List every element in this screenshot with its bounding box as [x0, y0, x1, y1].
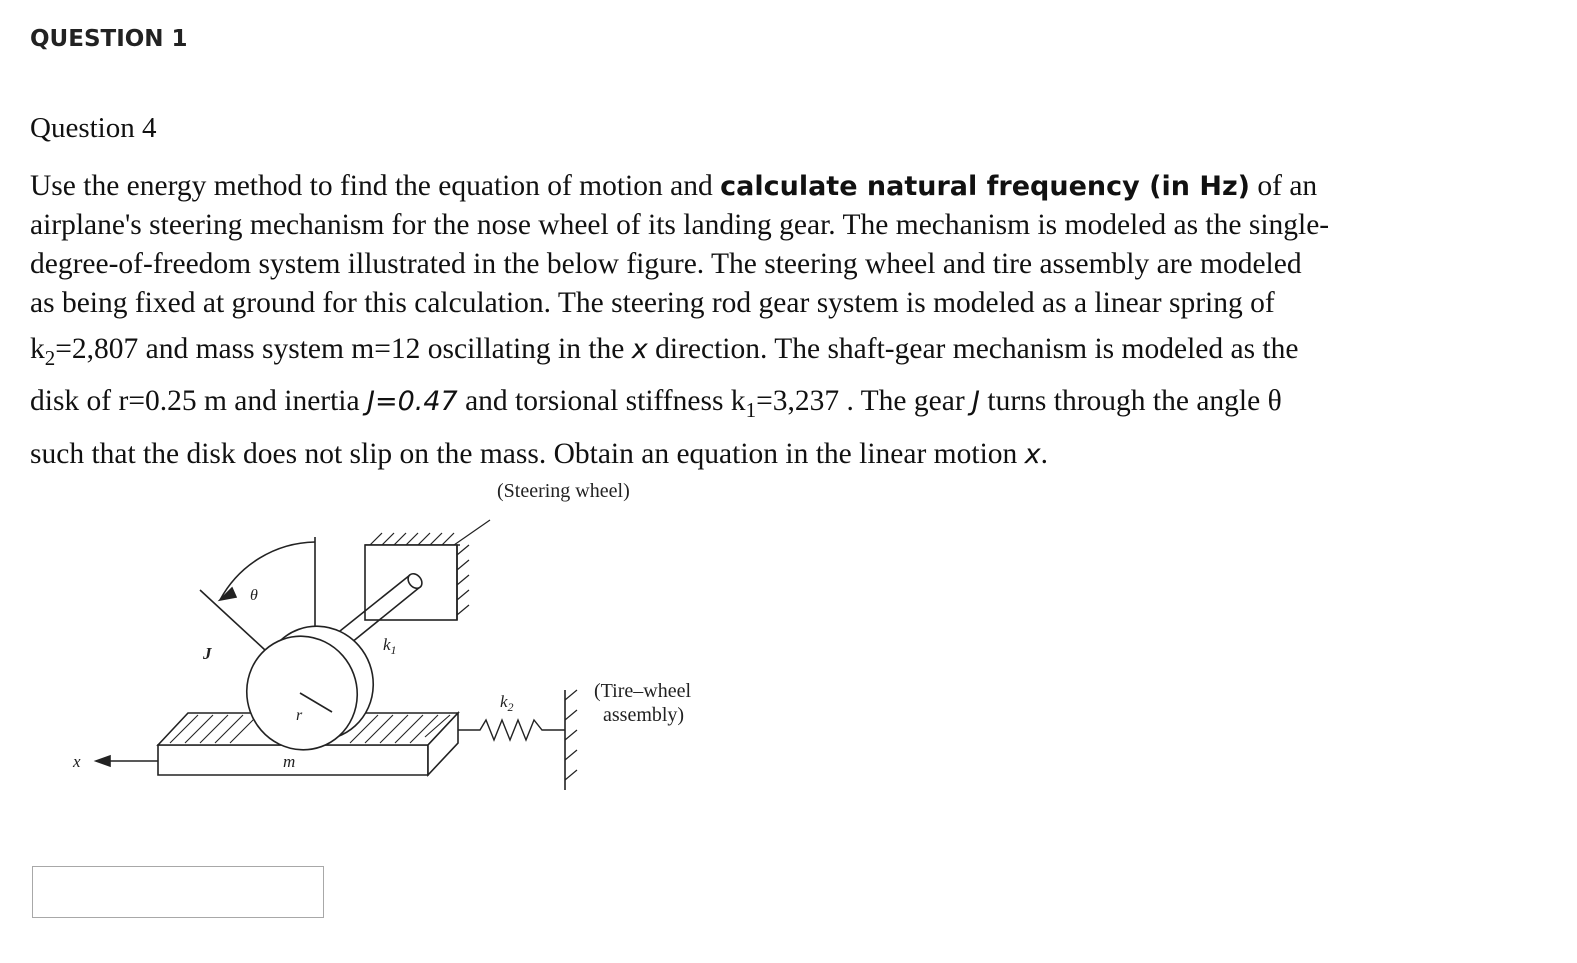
question-title: Question 4: [30, 112, 157, 144]
m-label: m: [283, 752, 296, 771]
emphasis-text: calculate natural frequency (in Hz): [720, 171, 1250, 202]
steering-ground-hatch: [370, 520, 490, 545]
tire-label-line-1: (Tire–wheel: [594, 680, 692, 702]
text-line-7: such that the disk does not slip on the mass. Obtain an equation in the linear motion x.: [30, 438, 1049, 470]
text-line-4: as being fixed at ground for this calculation. The steering rod gear system is modeled as a linear spring of: [30, 287, 1275, 319]
k2-label: $k_2$: [500, 692, 514, 714]
r-label: r: [296, 707, 303, 724]
text-line-5: $k_2=2,807$ and mass system m=12 oscillating in the x direction. The shaft-gear mechanism is modeled as the: [30, 333, 1299, 370]
text-line-6: disk of r=0.25 m and inertia J=0.47 and torsional stiffness $k_1=3,237$ . The gear J turns through the angle θ: [30, 385, 1282, 422]
J-label: J: [203, 644, 212, 663]
theta-arrowhead: [220, 588, 236, 600]
x-label: x: [73, 752, 81, 771]
question-header: QUESTION 1: [30, 26, 188, 52]
theta-label: θ: [250, 587, 258, 604]
text-line-2: airplane's steering mechanism for the nose wheel of its landing gear. The mechanism is modeled as the single-: [30, 209, 1330, 241]
steering-wall-hatch: [457, 545, 469, 615]
steering-label: (Steering wheel): [497, 480, 630, 502]
mechanism-figure: [60, 475, 760, 805]
x-arrowhead: [96, 756, 110, 766]
text-line-3: degree-of-freedom system illustrated in the below figure. The steering wheel and tire assembly are modeled: [30, 248, 1302, 280]
k1-label: $k_1$: [383, 635, 397, 657]
answer-input[interactable]: [32, 866, 324, 918]
tire-label-line-2: assembly): [603, 704, 685, 726]
text-line-1: Use the energy method to find the equation of motion and calculate natural frequency (in Hz) of an: [30, 170, 1318, 202]
tire-wall-hatch: [565, 690, 577, 780]
spring-k2: [458, 720, 565, 740]
